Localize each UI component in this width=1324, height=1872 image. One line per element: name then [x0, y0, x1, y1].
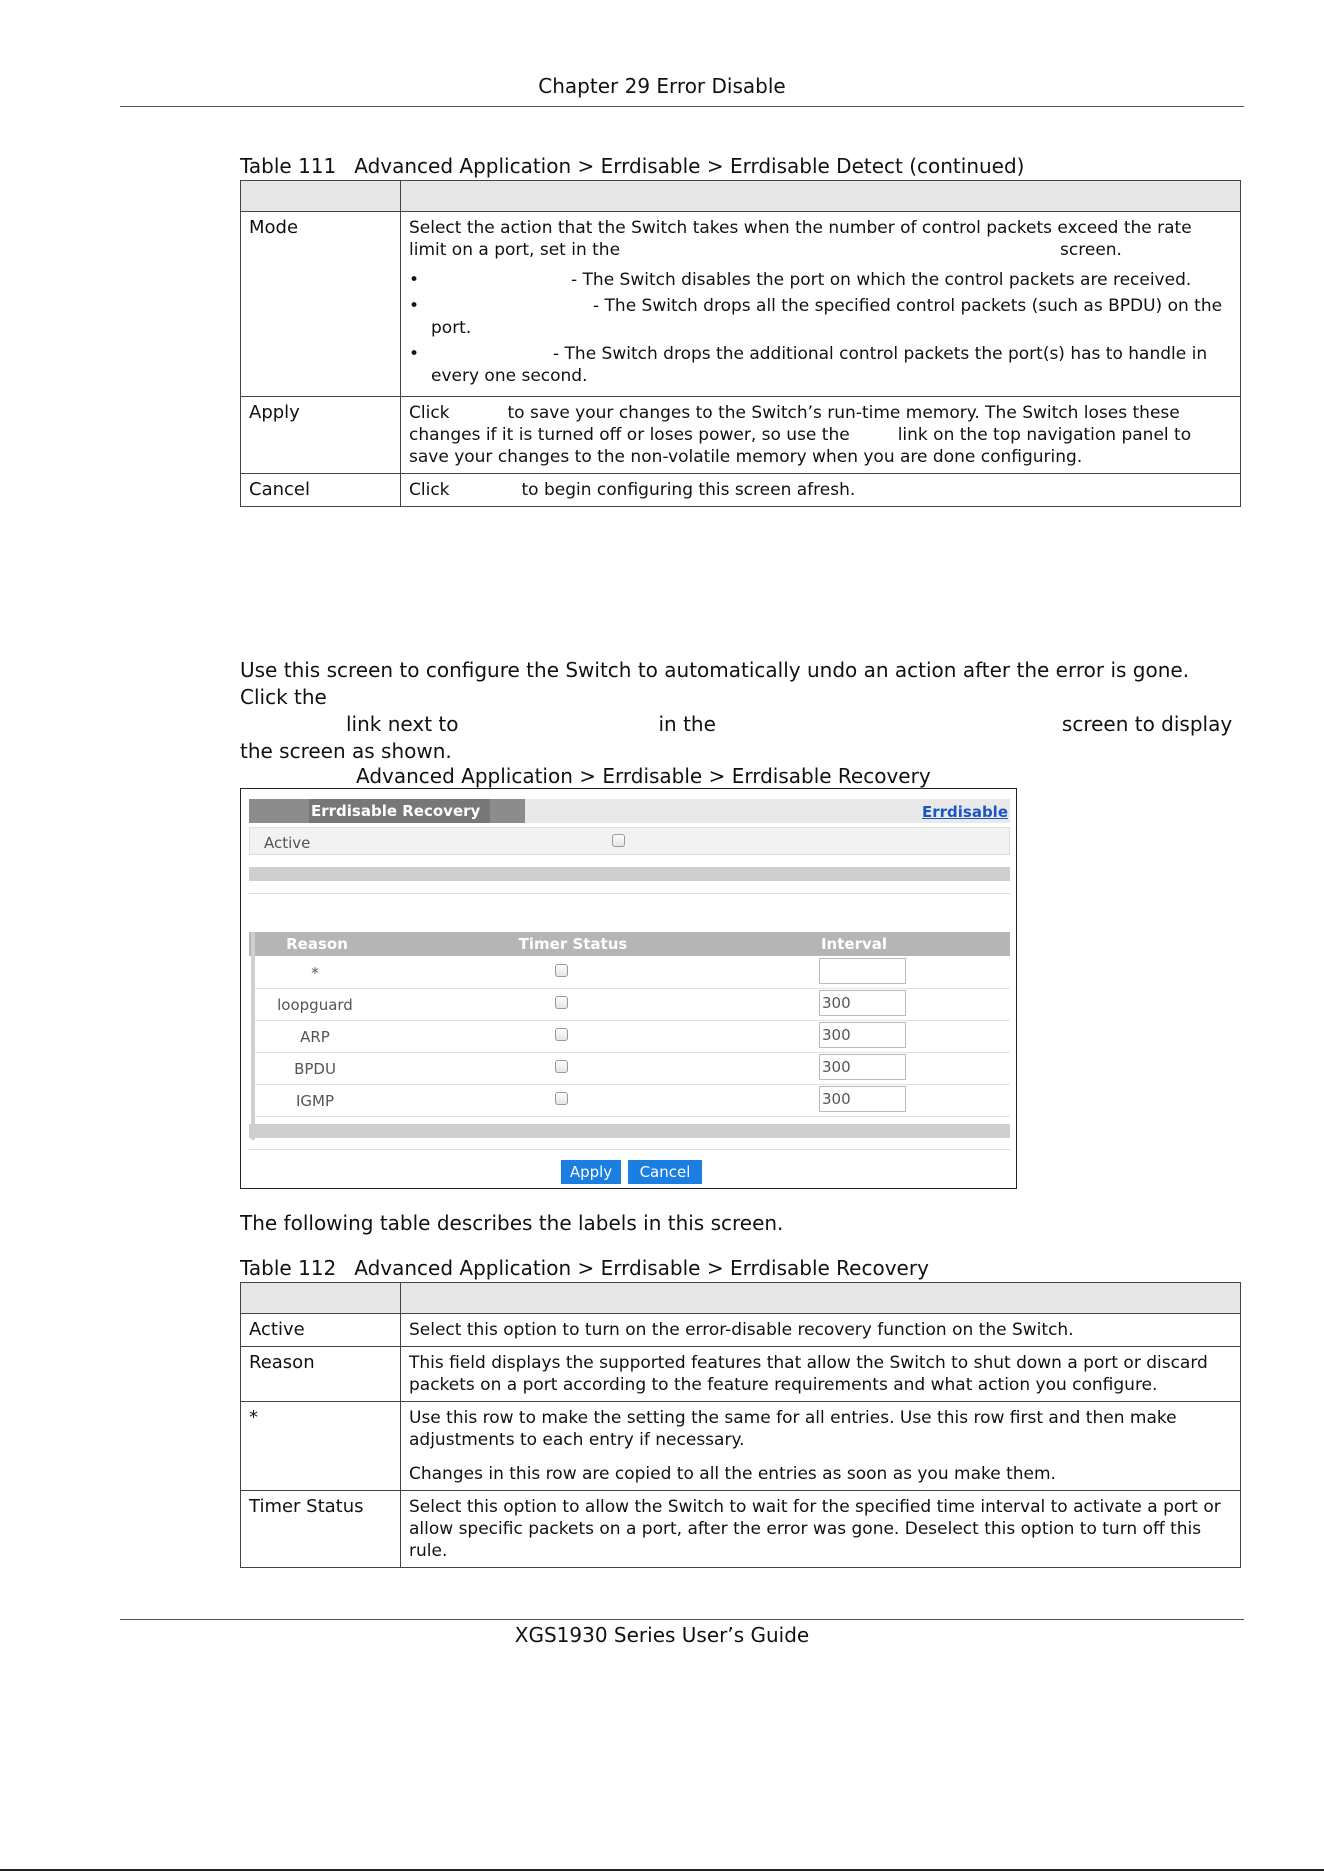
reason-cell: BPDU — [294, 1060, 336, 1078]
cancel-text-a: Click — [409, 480, 450, 500]
bullet-text: - The Switch drops the additional control packets the port(s) has to handle in every one second. — [431, 344, 1208, 386]
intro-text: link next to — [346, 712, 459, 736]
table-112-caption — [240, 1256, 929, 1280]
header-rule — [120, 106, 1244, 107]
footer-rule — [120, 1619, 1244, 1620]
timer-status-checkbox[interactable] — [555, 996, 568, 1009]
separator-bar — [249, 867, 1010, 881]
table-112 — [240, 1282, 1241, 1568]
page-edge-line — [0, 1869, 1324, 1871]
row-desc-reason: This field displays the supported features that allow the Switch to shut down a port or discard packets on a port according to the feature requirements and what action you configure. — [401, 1347, 1241, 1402]
table-row — [253, 1020, 1010, 1053]
screen-tab — [249, 799, 525, 823]
apply-text-a: Click — [409, 403, 450, 423]
table-header-row — [241, 1283, 1241, 1314]
intro-text: in the — [658, 712, 716, 736]
row-desc-active: Select this option to turn on the error-disable recovery function on the Switch. — [401, 1314, 1241, 1347]
row-label-mode: Mode — [241, 212, 401, 397]
active-checkbox[interactable] — [612, 834, 625, 847]
table-111 — [240, 180, 1241, 507]
timer-status-checkbox[interactable] — [555, 964, 568, 977]
row-label-cancel: Cancel — [241, 474, 401, 507]
table-111-caption — [240, 154, 1024, 178]
all-text-2: Changes in this row are copied to all the entries as soon as you make them. — [409, 1464, 1056, 1484]
interval-input[interactable] — [819, 1022, 906, 1048]
reason-cell: * — [311, 964, 319, 982]
table-row — [253, 1084, 1010, 1117]
header-cell-label — [241, 1283, 401, 1314]
active-row — [249, 827, 1010, 855]
intro-line-1: Use this screen to configure the Switch to automatically undo an action after the error is gone. Click the — [240, 658, 1190, 709]
timer-status-checkbox[interactable] — [555, 1092, 568, 1105]
row-label-active: Active — [241, 1314, 401, 1347]
figure-caption: Advanced Application > Errdisable > Errdisable Recovery — [356, 764, 931, 788]
table-row — [241, 1402, 1241, 1491]
timer-status-checkbox[interactable] — [555, 1060, 568, 1073]
guide-footer: XGS1930 Series User’s Guide — [514, 1623, 810, 1647]
table-row — [241, 397, 1241, 474]
divider — [249, 893, 1010, 894]
interval-input[interactable] — [819, 958, 906, 984]
column-reason: Reason — [286, 935, 348, 953]
mode-text — [409, 217, 1232, 261]
row-desc-mode — [401, 212, 1241, 397]
reason-cell: IGMP — [295, 1092, 335, 1110]
intro-paragraph — [240, 657, 1240, 765]
interval-input[interactable] — [819, 990, 906, 1016]
apply-button[interactable]: Apply — [561, 1160, 621, 1184]
table-number: Table 111 — [240, 154, 337, 178]
row-desc-apply — [401, 397, 1241, 474]
list-item — [431, 269, 1232, 291]
errdisable-recovery-screenshot — [240, 788, 1017, 1189]
column-timer-status: Timer Status — [518, 935, 628, 953]
chapter-header: Chapter 29 Error Disable — [538, 74, 786, 98]
apply-text-c: link on the top navigation panel to save your changes to the non-volatile memory when you are done configuring. — [409, 425, 1192, 467]
table-header — [249, 932, 1010, 956]
table-row — [253, 956, 1010, 989]
after-screenshot-text: The following table describes the labels in this screen. — [240, 1211, 784, 1235]
table-row — [253, 988, 1010, 1021]
table-row — [241, 474, 1241, 507]
all-text-1: Use this row to make the setting the same for all entries. Use this row first and then make adjustments to each entry if necessary. — [409, 1408, 1177, 1450]
row-label-timer-status: Timer Status — [241, 1491, 401, 1568]
list-item — [431, 343, 1232, 387]
mode-text-main: Select the action that the Switch takes when the number of control packets exceed the rate limit on a port, set in the — [409, 218, 1192, 260]
header-cell-description — [401, 181, 1241, 212]
mode-text-end: screen. — [1060, 240, 1122, 260]
row-desc-timer-status: Select this option to allow the Switch to wait for the specified time interval to activate a port or allow specific packets on a port, after the error was gone. Deselect this option to turn off this rule. — [401, 1491, 1241, 1568]
interval-input[interactable] — [819, 1086, 906, 1112]
cancel-text-b: to begin configuring this screen afresh. — [521, 480, 856, 500]
active-label: Active — [264, 834, 311, 852]
table-title: Advanced Application > Errdisable > Errdisable Recovery — [354, 1256, 929, 1280]
mode-bullet-list — [409, 269, 1232, 387]
intro-text: screen to display — [1061, 712, 1233, 736]
reason-cell: loopguard — [277, 996, 353, 1014]
interval-input[interactable] — [819, 1054, 906, 1080]
table-row — [241, 212, 1241, 397]
timer-status-checkbox[interactable] — [555, 1028, 568, 1041]
table-row — [253, 1052, 1010, 1085]
header-cell-label — [241, 181, 401, 212]
bullet-text: - The Switch drops all the specified control packets (such as BPDU) on the port. — [431, 296, 1223, 338]
screen-tab-title: Errdisable Recovery — [309, 799, 490, 823]
intro-line-3: the screen as shown. — [240, 739, 452, 763]
list-item — [431, 295, 1232, 339]
row-label-apply: Apply — [241, 397, 401, 474]
table-number: Table 112 — [240, 1256, 337, 1280]
header-cell-description — [401, 1283, 1241, 1314]
table-title: Advanced Application > Errdisable > Errdisable Detect (continued) — [354, 154, 1025, 178]
reason-cell: ARP — [300, 1028, 330, 1046]
table-header-row — [241, 181, 1241, 212]
table-row — [241, 1347, 1241, 1402]
row-desc-cancel — [401, 474, 1241, 507]
footer-bar — [249, 1124, 1010, 1138]
errdisable-link[interactable]: Errdisable — [921, 803, 1008, 821]
bullet-text: - The Switch disables the port on which the control packets are received. — [571, 270, 1192, 290]
row-desc-all — [401, 1402, 1241, 1491]
intro-line-2 — [240, 711, 1240, 738]
apply-text-b: to save your changes to the Switch’s run-time memory. The Switch loses these changes if it is turned off or loses power, so use the — [409, 403, 1180, 445]
divider — [249, 1149, 1010, 1150]
column-interval: Interval — [820, 935, 888, 953]
table-row — [241, 1314, 1241, 1347]
cancel-button[interactable]: Cancel — [628, 1160, 702, 1184]
row-label-reason: Reason — [241, 1347, 401, 1402]
row-label-all: * — [241, 1402, 401, 1491]
table-row — [241, 1491, 1241, 1568]
